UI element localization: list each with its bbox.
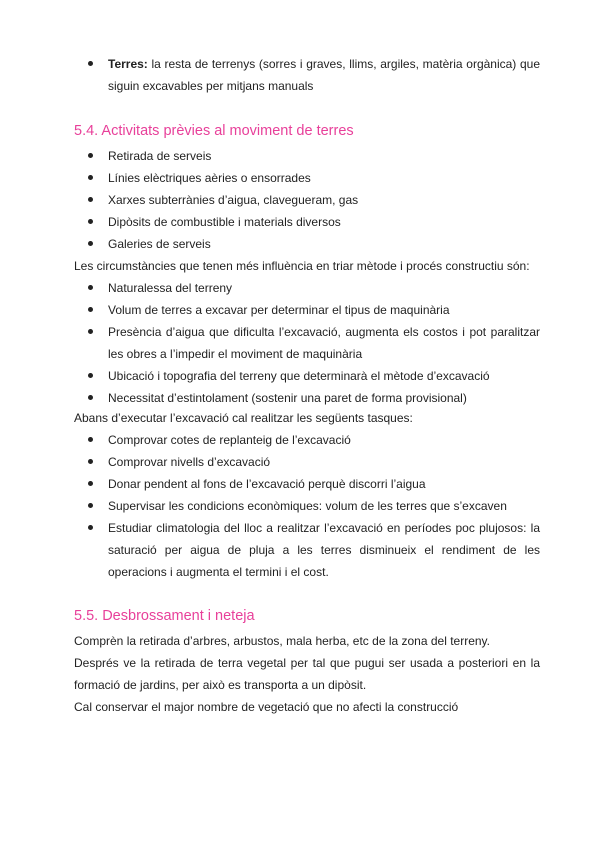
- list-item: [88, 53, 540, 97]
- list-item-text: Galeries de serveis: [108, 237, 211, 251]
- list-item-text: Presència d’aigua que dificulta l’excavació, augmenta els costos i pot paralitzar les obres a l’impedir el moviment de maquinària: [108, 325, 540, 361]
- list-item: [88, 211, 540, 233]
- term-description: la resta de terrenys (sorres i graves, llims, argiles, matèria orgànica) que siguin excavables per mitjans manuals: [108, 57, 540, 93]
- list-item-text: Comprovar nivells d’excavació: [108, 455, 271, 469]
- circumstances-list: [88, 277, 540, 409]
- paragraph-circumstances: Les circumstàncies que tenen més influència en triar mètode i procés constructiu són:: [74, 259, 530, 273]
- list-item-text: Ubicació i topografia del terreny que determinarà el mètode d’excavació: [108, 369, 490, 383]
- bullet-icon: [88, 219, 93, 224]
- list-item: [88, 429, 540, 451]
- paragraph-removal: Comprèn la retirada d’arbres, arbustos, mala herba, etc de la zona del terreny.: [74, 634, 490, 648]
- bullet-icon: [88, 241, 93, 246]
- list-item: [88, 233, 540, 255]
- list-item-text: Necessitat d’estintolament (sostenir una paret de forma provisional): [108, 391, 467, 405]
- list-item: [88, 277, 540, 299]
- bullet-icon: [88, 175, 93, 180]
- bullet-icon: [88, 197, 93, 202]
- bullet-icon: [88, 285, 93, 290]
- bullet-icon: [88, 525, 93, 530]
- list-item-text: Estudiar climatologia del lloc a realitzar l’excavació en períodes poc plujosos: la saturació per aigua de pluja a les terres disminueix el rendiment de les operacions i augmenta el termini i el cost.: [108, 521, 540, 579]
- bullet-icon: [88, 373, 93, 378]
- bullet-icon: [88, 61, 93, 66]
- paragraph-topsoil: Després ve la retirada de terra vegetal per tal que pugui ser usada a posteriori en la formació de jardins, per això es transporta a un dipòsit.: [74, 656, 540, 692]
- list-item: [88, 299, 540, 321]
- list-item: [88, 321, 540, 365]
- section-heading-5-5: 5.5. Desbrossament i neteja: [74, 608, 255, 624]
- paragraph-tasks: Abans d’executar l’excavació cal realitzar les següents tasques:: [74, 411, 413, 425]
- list-item-text: Naturalessa del terreny: [108, 281, 233, 295]
- bullet-icon: [88, 307, 93, 312]
- list-item: [88, 517, 540, 583]
- bullet-icon: [88, 459, 93, 464]
- section-heading-5-4: 5.4. Activitats prèvies al moviment de terres: [74, 123, 354, 139]
- list-item-text: Xarxes subterrànies d’aigua, clavegueram, gas: [108, 193, 359, 207]
- paragraph-conserve: Cal conservar el major nombre de vegetació que no afecti la construcció: [74, 700, 459, 714]
- list-item: [88, 189, 540, 211]
- term-label: Terres:: [108, 57, 148, 71]
- intro-list: [88, 53, 540, 97]
- list-item: [88, 167, 540, 189]
- bullet-icon: [88, 481, 93, 486]
- tasks-list: [88, 429, 540, 583]
- list-item: [88, 145, 540, 167]
- list-item-text: Volum de terres a excavar per determinar el tipus de maquinària: [108, 303, 450, 317]
- bullet-icon: [88, 437, 93, 442]
- list-item-text: Comprovar cotes de replanteig de l’excavació: [108, 433, 351, 447]
- bullet-icon: [88, 329, 93, 334]
- list-item-text: Línies elèctriques aèries o ensorrades: [108, 171, 311, 185]
- bullet-icon: [88, 153, 93, 158]
- list-item-text: Donar pendent al fons de l’excavació perquè discorri l’aigua: [108, 477, 426, 491]
- bullet-icon: [88, 395, 93, 400]
- list-item-text: Dipòsits de combustible i materials diversos: [108, 215, 341, 229]
- list-item: [88, 387, 540, 409]
- list-item-text: Retirada de serveis: [108, 149, 212, 163]
- list-item: [88, 495, 540, 517]
- bullet-icon: [88, 503, 93, 508]
- list-item-text: Supervisar les condicions econòmiques: volum de les terres que s’excaven: [108, 499, 507, 513]
- list-item: [88, 365, 540, 387]
- services-list: [88, 145, 540, 255]
- list-item: [88, 451, 540, 473]
- list-item: [88, 473, 540, 495]
